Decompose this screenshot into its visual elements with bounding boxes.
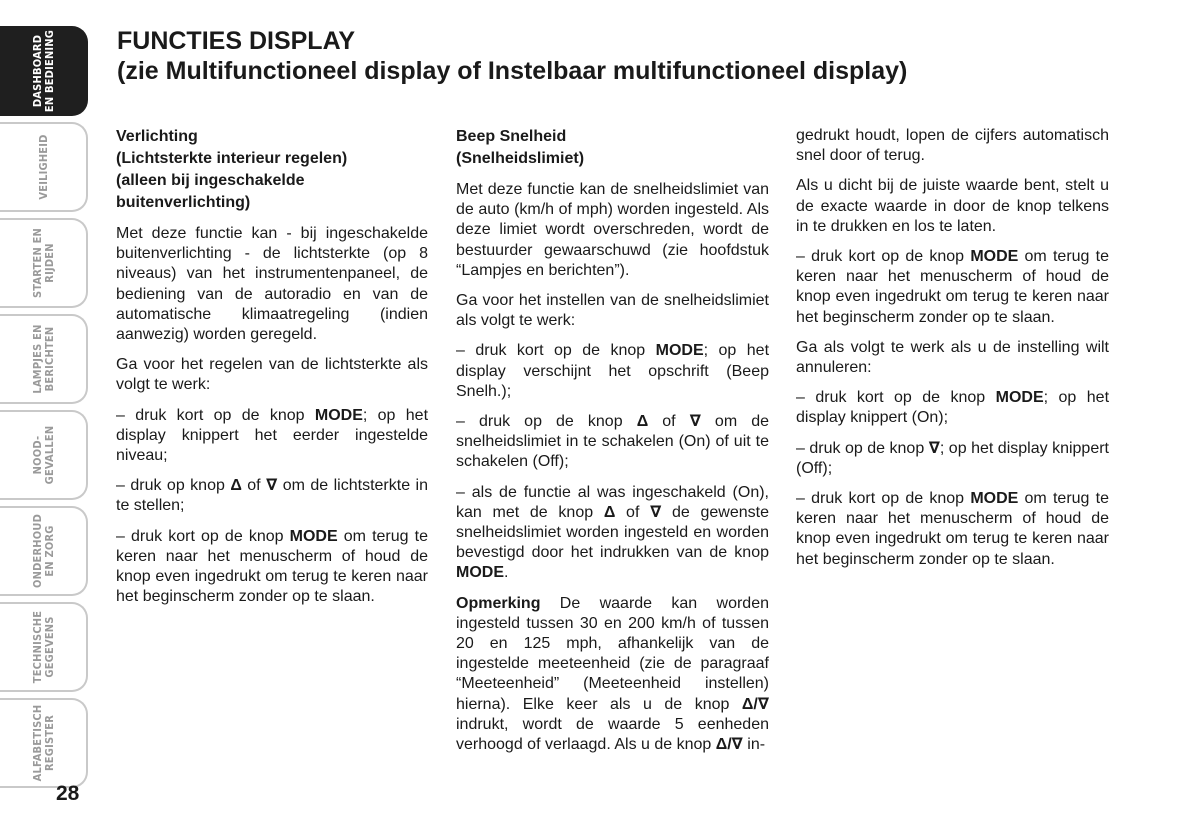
- paragraph: Met deze functie kan de snelheidslimiet van de auto (km/h of mph) worden ingesteld. Als deze limiet wordt overschreden, wordt de bestuurder gewaarschuwd (zie hoofdstuk “Lampjes en berichten”).: [456, 181, 769, 279]
- paragraph: – druk kort op de knop MODE; op het display knippert (On);: [796, 389, 1110, 427]
- tab-label: VEILIGHEID: [37, 134, 50, 200]
- down-arrow-symbol: ∇: [266, 477, 278, 495]
- title-line-1: FUNCTIES DISPLAY: [117, 27, 356, 55]
- paragraph: – druk kort op de knop MODE om terug te keren naar het menuscherm of houd de knop even ingedrukt om terug te keren naar het beginscherm zonder op te slaan.: [796, 248, 1110, 326]
- paragraph: – druk op de knop Δ of ∇ om de snelheidslimiet in te schakelen (On) of uit te schakelen (Off);: [456, 413, 770, 471]
- tab-label: NOOD- GEVALLEN: [31, 425, 56, 485]
- tab-veiligheid[interactable]: [0, 122, 88, 212]
- paragraph: Als u dicht bij de juiste waarde bent, stelt u de exacte waarde in door de knop telkens in te drukken en los te laten.: [796, 177, 1109, 235]
- page-title: [117, 26, 907, 86]
- paragraph: Ga als volgt te werk als u de instelling wilt annuleren:: [796, 338, 1109, 377]
- column-snelheidslimiet: [456, 126, 769, 765]
- tab-onderhoud-en-zorg[interactable]: [0, 506, 88, 596]
- title-line-2: (zie Multifunctioneel display of Instelbaar multifunctioneel display): [117, 57, 908, 85]
- tab-starten-en-rijden[interactable]: [0, 218, 88, 308]
- down-arrow-symbol: ∇: [689, 413, 701, 431]
- section-heading-verlichting: [116, 126, 428, 214]
- tab-alfabetisch-register[interactable]: [0, 698, 88, 788]
- paragraph: – druk op de knop ∇; op het display knippert (Off);: [796, 439, 1109, 477]
- heading-line: Verlichting: [116, 128, 198, 145]
- tab-label: TECHNISCHE GEGEVENS: [31, 610, 56, 684]
- paragraph: Ga voor het regelen van de lichtsterkte als volgt te werk:: [116, 356, 428, 394]
- heading-line: buitenverlichting): [116, 194, 251, 211]
- tab-label: ALFABETISCH REGISTER: [31, 704, 56, 782]
- up-arrow-symbol: Δ: [230, 477, 242, 495]
- up-arrow-symbol: Δ: [603, 503, 616, 521]
- section-heading-beep-snelheid: [456, 126, 769, 170]
- tab-label: DASHBOARD EN BEDIENING: [31, 29, 56, 113]
- tab-dashboard-en-bediening[interactable]: [0, 26, 88, 116]
- page-number: 28: [56, 782, 80, 805]
- paragraph: Opmerking De waarde kan worden ingesteld tussen 30 en 200 km/h of tussen 20 en 125 mph, afhankelijk van de ingestelde meeteenheid (zie de paragraaf “Meeteenheid” (Meeteenheid instellen) hierna). Elke keer als u de knop Δ/∇ indrukt, wordt de waarde 5 eenheden verhoogd of verlaagd. Als u de knop Δ/∇ in-: [456, 594, 769, 754]
- paragraph: – druk kort op de knop MODE om terug te keren naar het menuscherm of houd de knop even ingedrukt om terug te keren naar het beginscherm zonder op te slaan.: [116, 527, 429, 606]
- heading-line: (alleen bij ingeschakelde: [116, 172, 305, 189]
- down-arrow-symbol: ∇: [928, 439, 940, 457]
- up-down-arrow-symbol: Δ/∇: [715, 736, 743, 754]
- tab-label: ONDERHOUD EN ZORG: [31, 513, 56, 589]
- paragraph: – als de functie al was ingeschakeld (On), kan met de knop Δ of ∇ de gewenste snelheidslimiet worden ingesteld en worden bevestigd door het indrukken van de knop MODE.: [456, 483, 769, 582]
- paragraph: gedrukt houdt, lopen de cijfers automatisch snel door of terug.: [796, 127, 1109, 165]
- tab-noodgevallen[interactable]: [0, 410, 88, 500]
- up-arrow-symbol: Δ: [636, 413, 649, 431]
- paragraph: Ga voor het instellen van de snelheidslimiet als volgt te werk:: [456, 292, 769, 330]
- up-down-arrow-symbol: Δ/∇: [741, 695, 769, 713]
- column-lichtsterkte: [116, 126, 428, 617]
- paragraph: – druk kort op de knop MODE; op het display knippert het eerder ingestelde niveau;: [116, 406, 429, 465]
- tab-label: LAMPJES EN BERICHTEN: [31, 324, 56, 394]
- heading-line: (Lichtsterkte interieur regelen): [116, 150, 348, 167]
- paragraph: Met deze functie kan - bij ingeschakelde buitenverlichting - de lichtsterkte (op 8 niveaus) van het instrumentenpaneel, de bediening van de autoradio en van de automatische klimaatregeling (indien aanwezig) worden geregeld.: [116, 225, 428, 344]
- heading-line: Beep Snelheid: [456, 128, 567, 145]
- column-continued: [796, 126, 1109, 580]
- heading-line: (Snelheidslimiet): [456, 150, 585, 167]
- chapter-tabs: [0, 26, 88, 794]
- paragraph: – druk op knop Δ of ∇ om de lichtsterkte in te stellen;: [116, 477, 428, 515]
- paragraph: – druk kort op de knop MODE; op het display verschijnt het opschrift (Beep Snelh.);: [456, 342, 770, 400]
- tab-lampjes-en-berichten[interactable]: [0, 314, 88, 404]
- tab-label: STARTEN EN RIJDEN: [31, 227, 56, 299]
- paragraph: – druk kort op de knop MODE om terug te keren naar het menuscherm of houd de knop even ingedrukt om terug te keren naar het beginscherm zonder op te slaan.: [796, 490, 1110, 568]
- tab-technische-gegevens[interactable]: [0, 602, 88, 692]
- down-arrow-symbol: ∇: [650, 503, 662, 521]
